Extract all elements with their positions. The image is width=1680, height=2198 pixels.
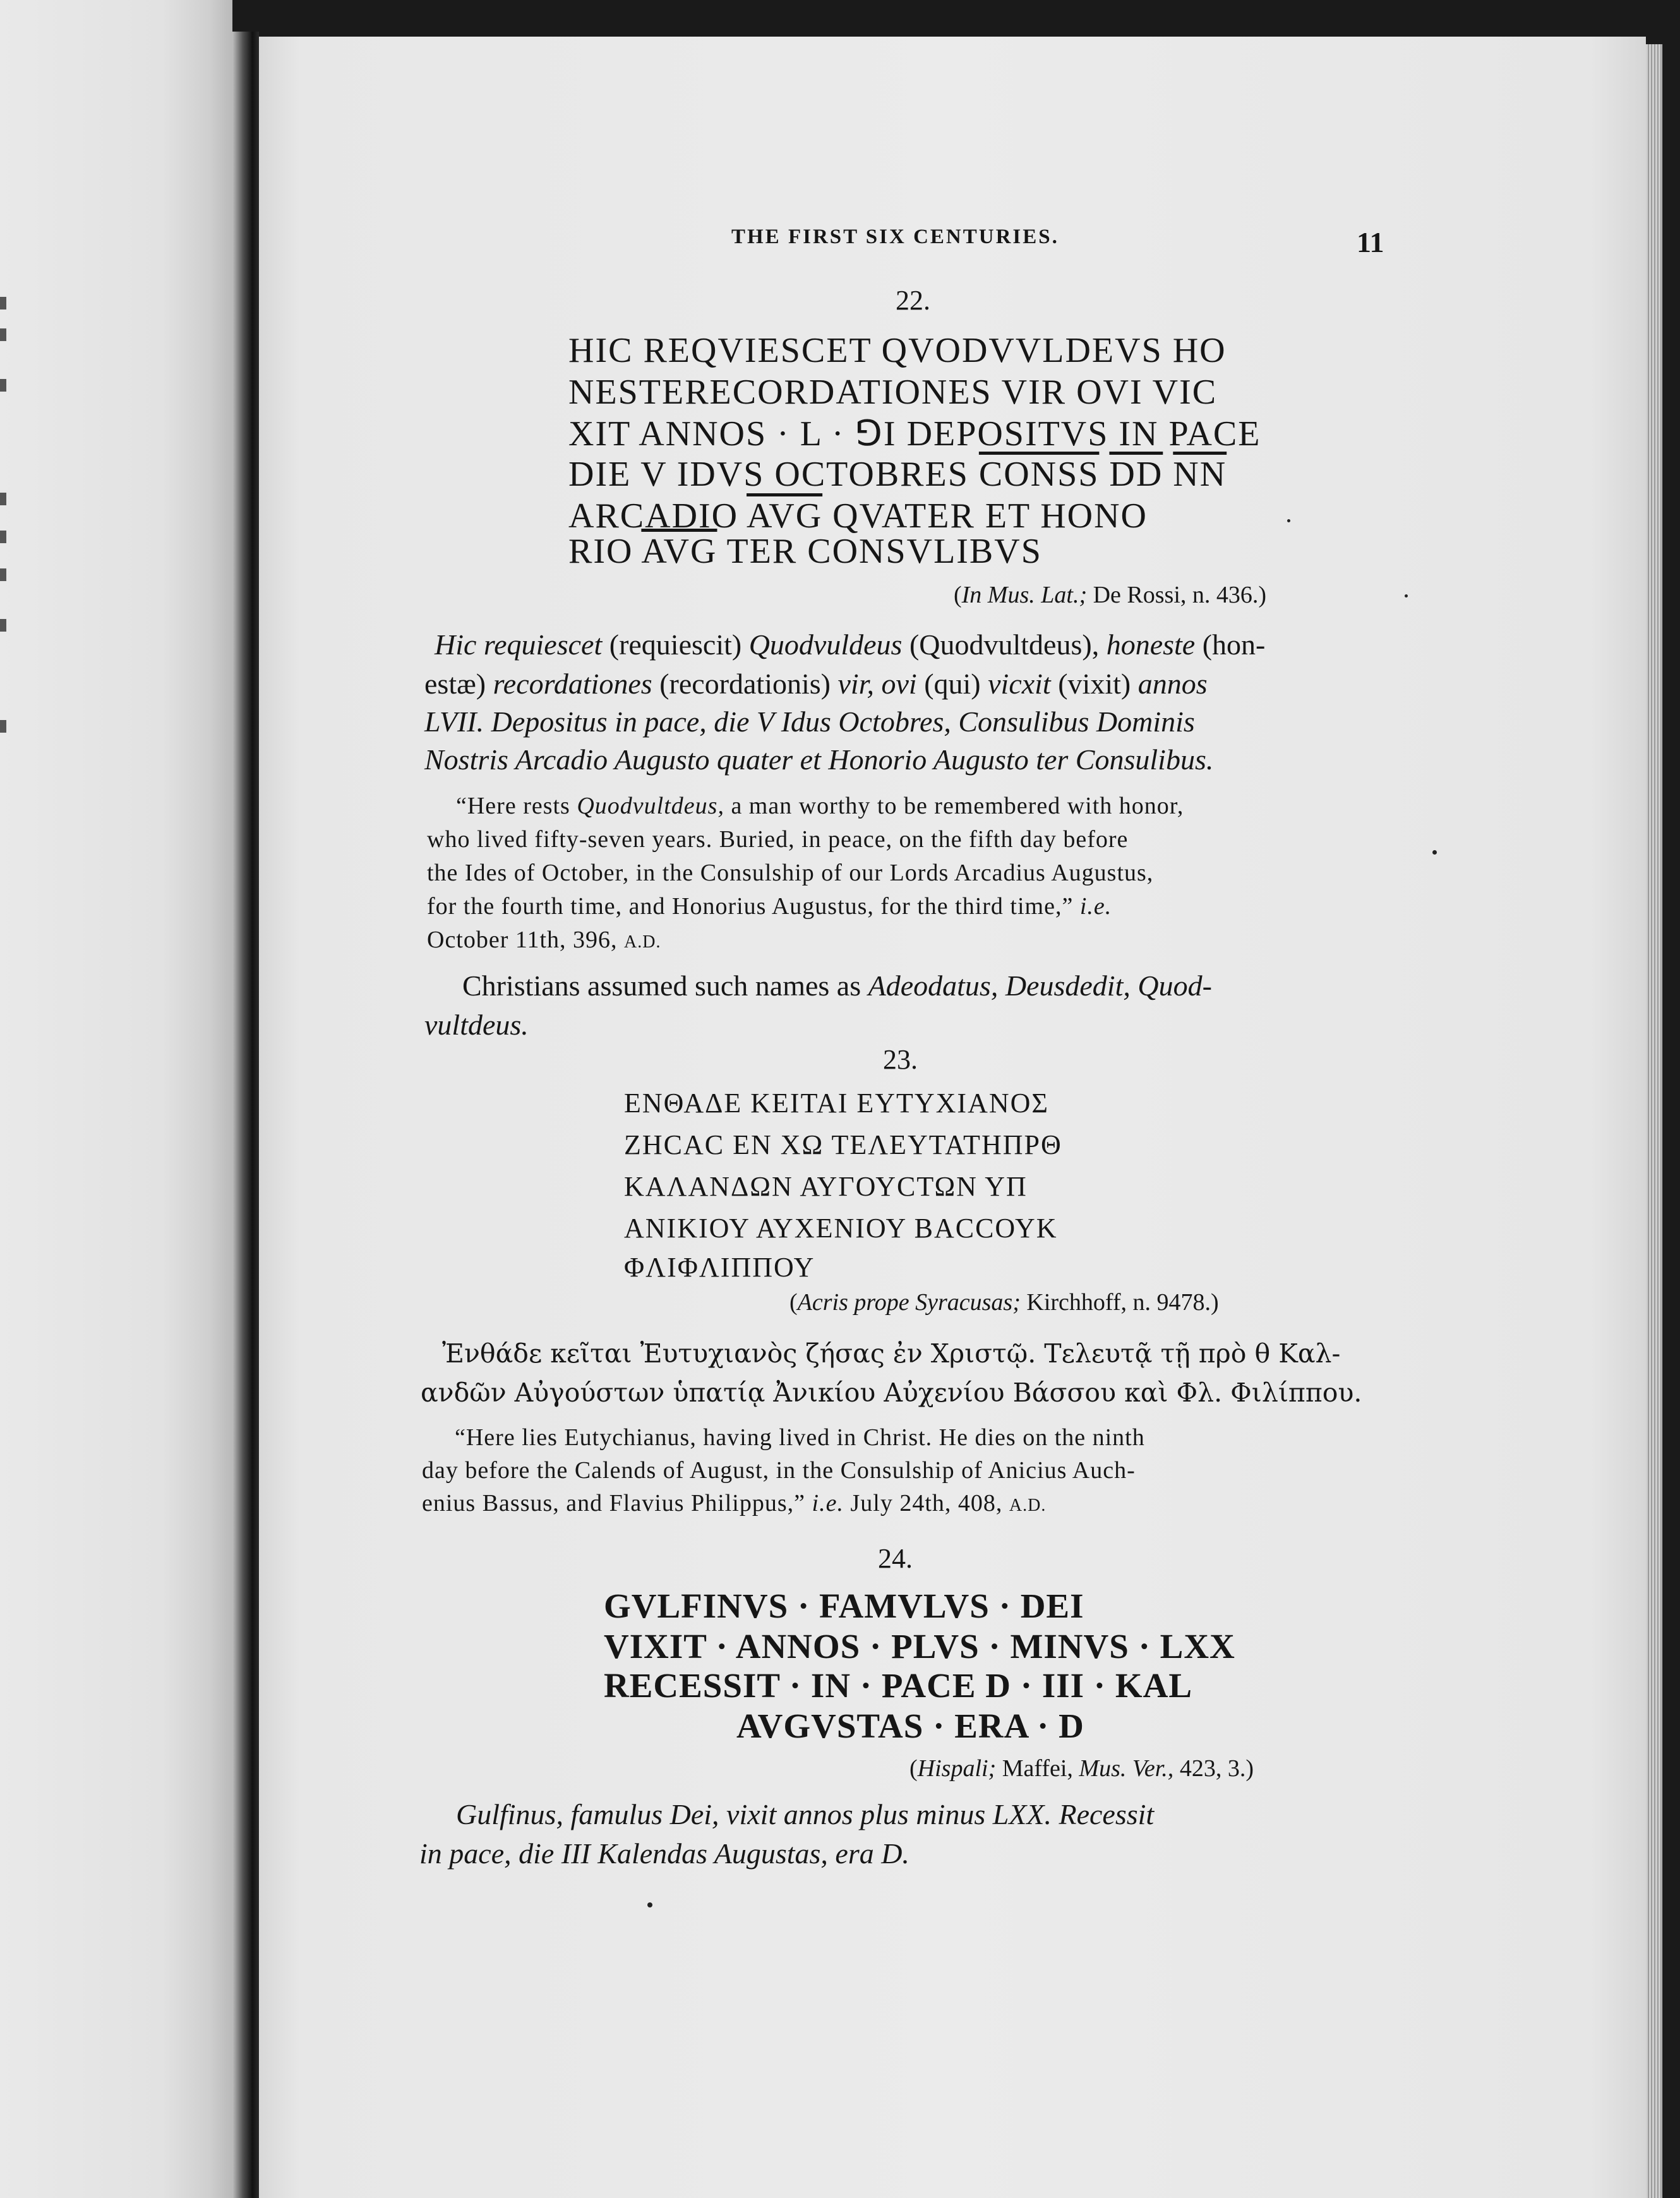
translation-line: who lived fifty-seven years. Buried, in peace, on the fifth day before (427, 826, 1129, 853)
inscription-line: NESTERECORDATIONES VIR OVI VIC (568, 373, 1218, 412)
expansion-italic: vicxit (988, 668, 1051, 700)
ink-speck (1405, 594, 1408, 598)
inscription-text: DIE V IDVS OCTOBRES (568, 455, 969, 494)
inscription-text: QVATER ET HONO (832, 496, 1148, 536)
edge-mark (0, 328, 6, 341)
entry-number: 23. (883, 1044, 918, 1075)
book-gutter (232, 32, 259, 2198)
expansion-italic: recordationes (493, 668, 652, 700)
inscription-line: ΚΑΛΑΝΔΩΝ ΑΥΓΟΥCΤΩΝ ΥΠ (624, 1171, 1028, 1202)
expansion-gloss: (Quodvultdeus), (909, 628, 1100, 661)
entry-number: 22. (896, 285, 930, 316)
era-abbrev: A.D. (624, 932, 661, 952)
expansion-gloss: (requiescit) (609, 628, 742, 661)
abbrev-overlined: $\overline{NN}$ (1173, 455, 1227, 494)
translation-text: enius Bassus, and Flavius Philippus,” (422, 1490, 806, 1516)
facing-page-edge (0, 0, 232, 2198)
translation-line (427, 890, 1112, 923)
edge-mark (0, 297, 6, 309)
expansion-italic: honeste (1106, 628, 1196, 661)
inscription-line: ΑΝΙΚΙΟΥ ΑΥΧΕΝΙΟΥ ΒΑCCΟΥΚ (624, 1213, 1058, 1244)
translation-line: the Ides of October, in the Consulship of our Lords Arcadius Augustus, (427, 860, 1154, 886)
expansion-gloss: estæ) (424, 668, 486, 700)
inscription-line (568, 453, 1227, 495)
abbrev-overlined: $\overline{DD}$ (1109, 455, 1163, 494)
expansion-line (435, 625, 1265, 664)
expansion-italic: vir, ovi (837, 668, 917, 700)
expansion-gloss: (qui) (924, 668, 981, 700)
abbrev-overlined: $\overline{AVG}$ (747, 496, 823, 536)
edge-mark (0, 720, 6, 733)
era-abbrev: A.D. (1009, 1496, 1047, 1515)
inscription-line: VIXIT · ANNOS · PLVS · MINVS · LXX (604, 1627, 1235, 1666)
note-text: Christians assumed such names as (462, 970, 861, 1002)
citation-italic: Mus. Ver., (1079, 1755, 1174, 1782)
translation-italic: Quodvultdeus, (577, 793, 724, 819)
note-italic: Adeodatus, Deusdedit, Quod- (868, 970, 1212, 1002)
translation-text: July 24th, 408, (850, 1490, 1003, 1516)
expansion-gloss: (vixit) (1058, 668, 1131, 700)
note-line (462, 966, 1212, 1006)
ink-speck (647, 1902, 652, 1907)
edge-mark (0, 493, 6, 505)
edge-mark (0, 619, 6, 632)
page-stack-edge (1646, 44, 1662, 2198)
expansion-line: in pace, die III Kalendas Augustas, era D. (419, 1837, 909, 1870)
expansion-italic: Quodvuldeus (748, 628, 903, 661)
translation-line: “Here lies Eutychianus, having lived in Christ. He dies on the ninth (455, 1424, 1145, 1451)
translation-line (456, 790, 1184, 823)
expansion-gloss: (hon- (1202, 628, 1266, 661)
running-head: THE FIRST SIX CENTURIES. (731, 225, 1059, 248)
inscription-line (568, 531, 1042, 572)
inscription-text: TER CONSVLIBVS (726, 532, 1042, 571)
translation-text: October 11th, 396, (427, 927, 618, 953)
inscription-line: GVLFINVS · FAMVLVS · DEI (604, 1587, 1084, 1625)
citation-ref: 423, 3.) (1179, 1755, 1254, 1782)
edge-mark (0, 531, 6, 543)
citation-ref: De Rossi, n. 436.) (1093, 582, 1267, 608)
edge-mark (0, 568, 6, 581)
note-line: vultdeus. (424, 1009, 529, 1041)
expansion-line: Nostris Arcadio Augusto quater et Honorio Augusto ter Consulibus. (424, 743, 1214, 776)
translation-line: day before the Calends of August, in the Consulship of Anicius Auch- (422, 1457, 1136, 1484)
abbrev-overlined: $\overline{AVG}$ (641, 532, 717, 571)
expansion-gloss: (recordationis) (659, 668, 831, 700)
expansion-line (424, 664, 1208, 704)
expansion-line: LVII. Depositus in pace, die V Idus Octobres, Consulibus Dominis (424, 706, 1195, 738)
translation-italic: i.e. (812, 1490, 844, 1516)
inscription-line: HIC REQVIESCET QVODVVLDEVS HO (568, 331, 1227, 370)
inscription-line: XIT ANNOS · L · ⅁I DEPOSITVS IN PACE (568, 414, 1261, 453)
citation: (Acris prope Syracusas; Kirchhoff, n. 9478.) (789, 1289, 1219, 1316)
translation-line (427, 923, 661, 959)
ink-speck (1432, 850, 1437, 855)
citation: (In Mus. Lat.; De Rossi, n. 436.) (954, 582, 1267, 608)
entry-number: 24. (878, 1543, 913, 1574)
citation-ref: Kirchhoff, n. 9478.) (1026, 1289, 1219, 1316)
page-number: 11 (1357, 226, 1384, 258)
citation-source: In Mus. Lat.; (961, 582, 1088, 608)
expansion-italic: Hic requiescet (435, 628, 603, 661)
ink-speck (1287, 519, 1290, 522)
expansion-italic: annos (1137, 668, 1208, 700)
translation-text: for the fourth time, and Honorius Augustus, for the third time,” (427, 893, 1074, 920)
edge-mark (0, 379, 6, 392)
citation-source: Acris prope Syracusas; (797, 1289, 1021, 1316)
expansion-line: ανδῶν Αὐγούστων ὑπατίᾳ Ἀνικίου Αὐχενίου Βάσσου καὶ Φλ. Φιλίππου. (421, 1378, 1362, 1408)
inscription-line: ΦΛΙΦΛΙΠΠΟΥ (624, 1252, 815, 1283)
translation-line (422, 1487, 1046, 1522)
inscription-line: AVGVSTAS · ERA · D (736, 1707, 1084, 1745)
citation-source: Hispali; (917, 1755, 997, 1782)
inscription-line: ΕΝΘΑΔΕ ΚΕΙΤΑΙ ΕΥΤΥΧΙΑΝΟΣ (624, 1088, 1050, 1119)
inscription-line: RECESSIT · IN · PACE D · III · KAL (604, 1666, 1193, 1705)
translation-text: a man worthy to be remembered with honor, (731, 793, 1184, 819)
citation: (Hispali; Maffei, Mus. Ver., 423, 3.) (909, 1755, 1254, 1782)
translation-text: “Here rests (456, 793, 570, 819)
citation-ref: Maffei, (1002, 1755, 1073, 1782)
expansion-line: Gulfinus, famulus Dei, vixit annos plus minus LXX. Recessit (456, 1798, 1155, 1830)
abbrev-overlined: CONSS (978, 455, 1100, 494)
inscription-text: RIO (568, 532, 633, 571)
inscription-text: ARCADIO (568, 496, 739, 536)
inscription-line: ΖΗCΑC ΕΝ ΧΩ ΤΕΛΕΥΤΑΤΗΠΡΘ (624, 1129, 1062, 1160)
translation-italic: i.e. (1079, 893, 1112, 920)
expansion-line: Ἐνθάδε κεῖται Ἐυτυχιανὸς ζήσας ἐν Χριστῷ. Τελευτᾷ τῇ πρὸ θ Καλ- (442, 1338, 1341, 1369)
